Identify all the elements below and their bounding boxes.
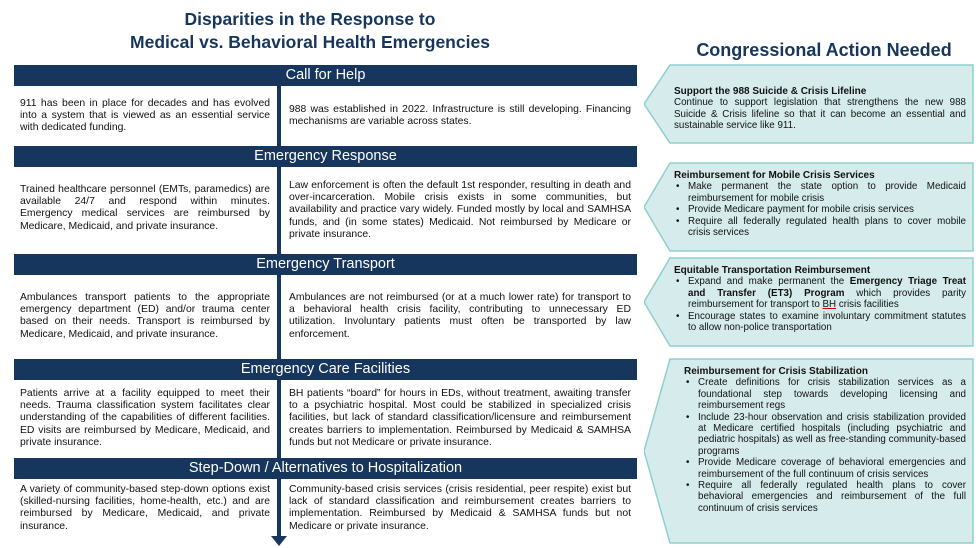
call-for-help-behavioral-text: 988 was established in 2022. Infrastructure is still developing. Financing mechanisms are variable across states. (289, 104, 631, 128)
emergency-transport-medical-text: Ambulances transport patients to the appropriate emergency department (ED) and/or trauma center based on their needs. Transport is reimbursed by Medicare, Medicaid, and private insurance. (20, 292, 270, 340)
page-title-line2: Medical vs. Behavioral Health Emergencies (130, 32, 490, 52)
action-bullet: • Provide Medicare payment for mobile crisis services (674, 204, 966, 215)
congressional-action-title: Congressional Action Needed (696, 40, 952, 60)
emergency-response-behavioral-text: Law enforcement is often the default 1st responder, resulting in death and over-incarceration. Mobile crisis exists in some communities, but availability and practice vary widely. Funded mostly by local and SAMHSA funds, and (in some states) Medicaid. Not reimbursed by Medicare or private insurance. (289, 180, 631, 240)
band-call-for-help: Call for Help (14, 65, 637, 86)
page-title-line1: Disparities in the Response to (184, 9, 436, 29)
action-title: Reimbursement for Mobile Crisis Services (674, 170, 875, 181)
page-title (90, 8, 530, 54)
flow-arrow-head (271, 536, 287, 546)
action-panel-crisis-stabilization-text (684, 366, 966, 514)
action-bullet: • Create definitions for crisis stabilization services as a foundational step towards developing licensing and reimbursement regs (684, 377, 966, 411)
action-body: Continue to support legislation that strengthens the new 988 Suicide & Crisis lifeline so that it can become an essential and sustainable service like 911. (674, 97, 966, 132)
action-title: Reimbursement for Crisis Stabilization (684, 366, 868, 377)
band-emergency-transport: Emergency Transport (14, 254, 637, 275)
action-bullet: • Encourage states to examine involuntary commitment statutes to allow non-police transportation (674, 311, 966, 334)
emergency-care-behavioral-text: BH patients “board” for hours in EDs, without treatment, awaiting transfer to a psychiatric hospital. Most could be stabilized in specialized crisis facilities, but lack of standard classification/licensure and reimbursement creates barriers to implementation. Reimbursed by Medicaid & SAMHSA funds but not Medicare or private insurance. (289, 388, 631, 448)
emergency-transport-behavioral-text: Ambulances are not reimbursed (or at a much lower rate) for transport to a behavioral health crisis facility, contributing to unnecessary ED utilization. Involuntary patients must often be transported by law enforcement. (289, 292, 631, 340)
step-down-medical-text: A variety of community-based step-down options exist (skilled-nursing facilities, home-health, etc.) and are reimbursed by Medicare, Medicaid, and private insurance. (20, 484, 270, 532)
action-bullet: • Provide Medicare coverage of behavioral emergencies and reimbursement of the full continuum of crisis services (684, 457, 966, 480)
band-emergency-response: Emergency Response (14, 146, 637, 167)
action-panel-transportation (644, 257, 974, 347)
action-panel-988 (644, 64, 974, 144)
action-bullet: • Require all federally regulated health plans to cover mobile crisis services (674, 216, 966, 239)
action-bullet: • Make permanent the state option to provide Medicaid reimbursement for mobile crisis (674, 181, 966, 204)
emergency-care-medical-text: Patients arrive at a facility equipped to meet their needs. Trauma classification system facilitates clear understanding of the capabilities of different facilities. ED visits are reimbursed by Medicare, Medicaid, and private insurance. (20, 388, 270, 448)
action-bullet: • Expand and make permanent the Emergency Triage Treat and Transfer (ET3) Program which provides parity reimbursement for transport to BH crisis facilities (674, 276, 966, 310)
action-panel-transportation-text (674, 265, 966, 333)
action-bullet: • Include 23-hour observation and crisis stabilization provided at Medicare certified hospitals (including psychiatric and pediatric hospitals) as well as free-standing community-based programs (684, 412, 966, 458)
action-bullet-list (674, 181, 966, 238)
action-bullet-list (684, 377, 966, 514)
action-panel-mobile-crisis (644, 162, 974, 252)
action-title: Equitable Transportation Reimbursement (674, 265, 871, 276)
action-title: Support the 988 Suicide & Crisis Lifeline (674, 86, 867, 97)
action-bullet-list (674, 276, 966, 333)
emergency-response-medical-text: Trained healthcare personnel (EMTs, paramedics) are available 24/7 and respond within minutes. Emergency medical services are reimbursed by Medicare, Medicaid, and private insurance. (20, 184, 270, 232)
action-panel-988-text (674, 86, 966, 132)
band-emergency-care-facilities: Emergency Care Facilities (14, 359, 637, 380)
call-for-help-medical-text: 911 has been in place for decades and has evolved into a system that is viewed as an essential service with dedicated funding. (20, 98, 270, 134)
action-panel-mobile-crisis-text (674, 170, 966, 238)
action-bullet: • Require all federally regulated health plans to cover behavioral emergencies and reimbursement of the full continuum of crisis services (684, 480, 966, 514)
step-down-behavioral-text: Community-based crisis services (crisis residential, peer respite) exist but lack of standard classification and reimbursement creates barriers to implementation. Reimbursed by Medicaid & SAMHSA funds but not Medicare or private insurance. (289, 484, 631, 532)
band-step-down: Step-Down / Alternatives to Hospitalization (14, 458, 637, 479)
action-panel-crisis-stabilization (644, 358, 974, 544)
